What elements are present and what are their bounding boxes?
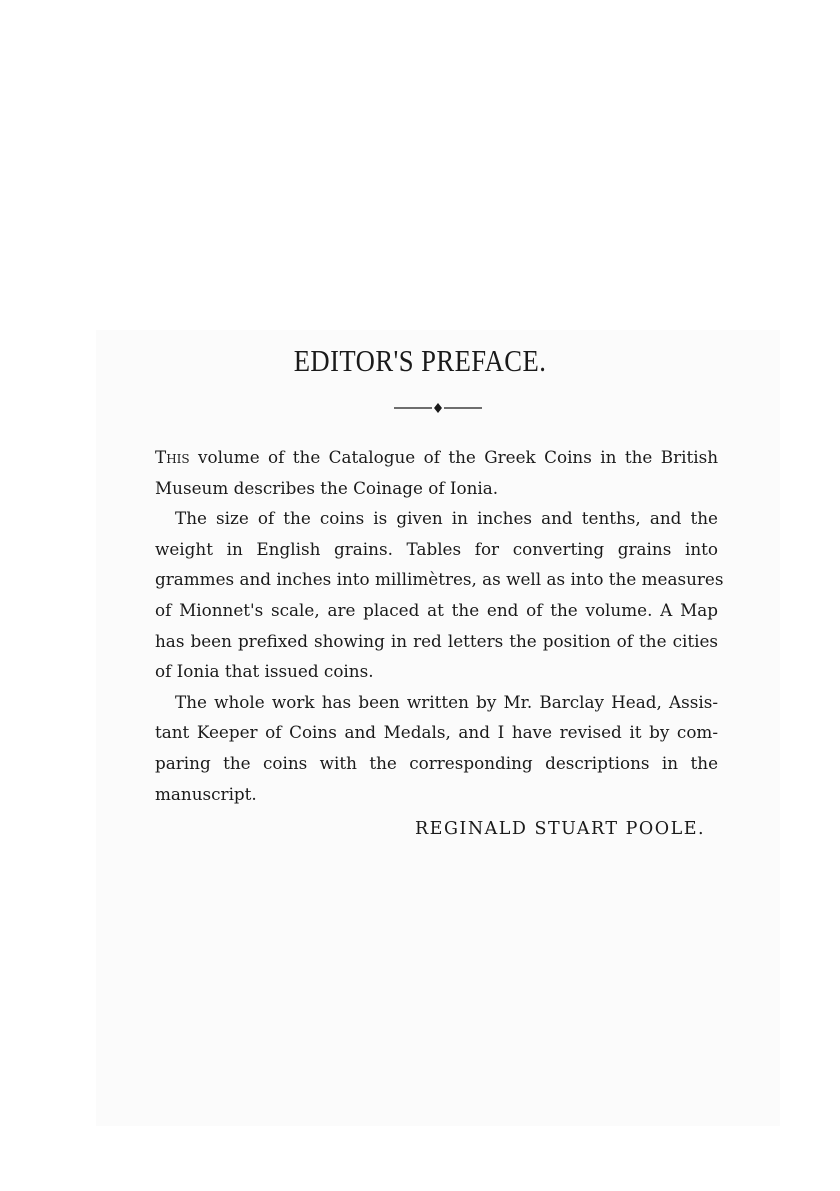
- line-text: volume of the Catalogue of the Greek Coins in the British: [189, 447, 718, 467]
- preface-body: [155, 442, 724, 809]
- title-ornament: [394, 400, 482, 416]
- text-line: manuscript.: [155, 783, 257, 804]
- text-line: of Mionnet's scale, are placed at the end of the volume. A Map: [155, 599, 718, 620]
- text-line: of Ionia that issued coins.: [155, 661, 374, 682]
- paragraph-1: [155, 442, 718, 503]
- text-line: The whole work has been written by Mr. Barclay Head, Assis-: [175, 691, 718, 712]
- text-line: grammes and inches into millimètres, as well as into the measures: [155, 569, 724, 590]
- text-line: tant Keeper of Coins and Medals, and I have revised it by com-: [155, 722, 718, 743]
- opening-word: This: [155, 447, 190, 467]
- page-title: EDITOR'S PREFACE.: [293, 343, 547, 378]
- paragraph-3: [155, 687, 718, 809]
- text-line: has been prefixed showing in red letters the position of the cities: [155, 630, 718, 651]
- text-line: paring the coins with the corresponding descriptions in the: [155, 752, 718, 773]
- text-line: Museum describes the Coinage of Ionia.: [155, 477, 499, 498]
- text-line: weight in English grains. Tables for converting grains into: [155, 538, 718, 559]
- signature: REGINALD STUART POOLE.: [415, 819, 706, 839]
- text-line: The size of the coins is given in inches and tenths, and the: [175, 508, 718, 529]
- text-line: [155, 442, 718, 473]
- paragraph-2: [155, 503, 724, 687]
